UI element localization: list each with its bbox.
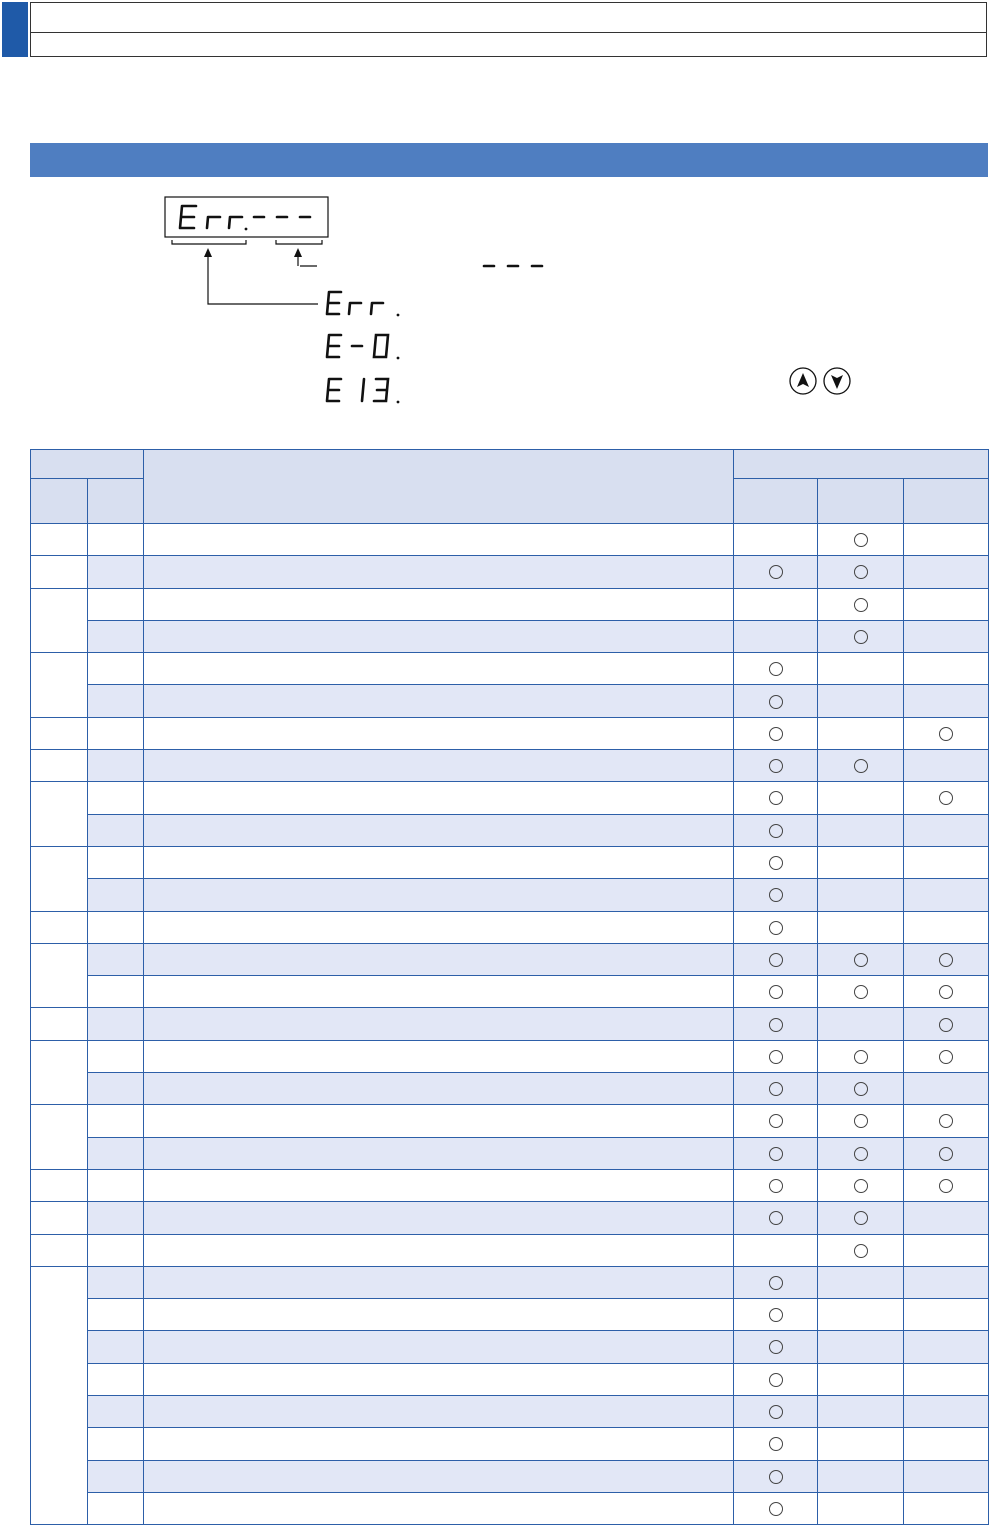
attribute-cell-1 [734,1396,818,1428]
table-row [31,524,989,556]
attribute-cell-3 [904,1396,989,1428]
circle-mark-icon [939,1147,953,1161]
attribute-cell-3 [904,1460,989,1492]
attribute-cell-1 [734,1266,818,1298]
circle-mark-icon [854,985,868,999]
table-row [31,1202,989,1234]
code-err [327,292,399,316]
attribute-cell-3 [904,556,989,588]
circle-mark-icon [769,1082,783,1096]
header-description [144,450,734,524]
attribute-cell-1 [734,1137,818,1169]
attribute-cell-2 [818,846,904,878]
table-row [31,1331,989,1363]
table-row [31,685,989,717]
circle-mark-icon [854,533,868,547]
circle-mark-icon [939,727,953,741]
code-e-0 [327,335,399,359]
attribute-cell-3 [904,1299,989,1331]
description-cell [144,846,734,878]
attribute-cell-1 [734,1105,818,1137]
error-display-diagram [150,190,580,410]
circle-mark-icon [854,565,868,579]
sub-code-cell [88,1363,144,1395]
seven-segment-diagram [150,190,580,410]
circle-mark-icon [854,1050,868,1064]
attribute-cell-1 [734,814,818,846]
err-arrow-line [208,252,318,304]
table-row [31,1428,989,1460]
circle-mark-icon [769,727,783,741]
attribute-cell-3 [904,1202,989,1234]
attribute-cell-3 [904,1137,989,1169]
attribute-cell-1 [734,685,818,717]
description-cell [144,814,734,846]
circle-mark-icon [769,1437,783,1451]
attribute-cell-1 [734,556,818,588]
description-cell [144,1137,734,1169]
sub-code-cell [88,879,144,911]
description-cell [144,685,734,717]
attribute-cell-2 [818,1234,904,1266]
circle-mark-icon [854,1211,868,1225]
table-row [31,620,989,652]
sub-code-cell [88,782,144,814]
sub-code-cell [88,1428,144,1460]
attribute-cell-3 [904,879,989,911]
circle-mark-icon [769,1018,783,1032]
page-header [30,2,987,57]
attribute-cell-3 [904,1073,989,1105]
circle-mark-icon [769,565,783,579]
attribute-cell-1 [734,911,818,943]
attribute-cell-1 [734,1331,818,1363]
attribute-cell-3 [904,814,989,846]
table-row [31,1396,989,1428]
attribute-cell-2 [818,717,904,749]
circle-mark-icon [769,1050,783,1064]
section-title-bar [30,143,988,177]
attribute-cell-3 [904,976,989,1008]
description-cell [144,911,734,943]
attribute-cell-3 [904,685,989,717]
attribute-cell-3 [904,588,989,620]
attribute-cell-3 [904,1169,989,1201]
attribute-cell-3 [904,1492,989,1524]
main-code-cell [31,782,88,847]
attribute-cell-2 [818,1202,904,1234]
attribute-cell-3 [904,524,989,556]
error-code-table-body [31,524,989,1525]
circle-mark-icon [854,1082,868,1096]
circle-mark-icon [769,791,783,805]
description-cell [144,620,734,652]
sub-code-cell [88,653,144,685]
table-row [31,653,989,685]
table-row [31,588,989,620]
attribute-cell-2 [818,1396,904,1428]
attribute-cell-2 [818,1040,904,1072]
attribute-cell-2 [818,943,904,975]
attribute-cell-2 [818,1428,904,1460]
bracket-err [172,240,246,244]
sub-code-cell [88,685,144,717]
table-row [31,750,989,782]
main-code-cell [31,750,88,782]
attribute-cell-2 [818,1169,904,1201]
sub-code-cell [88,1460,144,1492]
table-row [31,556,989,588]
description-cell [144,1396,734,1428]
circle-mark-icon [854,598,868,612]
sub-code-cell [88,620,144,652]
sub-code-cell [88,1137,144,1169]
header-sub [88,479,144,524]
attribute-cell-1 [734,1492,818,1524]
circle-mark-icon [939,1018,953,1032]
description-cell [144,1331,734,1363]
attribute-cell-1 [734,750,818,782]
circle-mark-icon [854,1114,868,1128]
sub-code-cell [88,976,144,1008]
up-arrow-button-icon [790,368,816,394]
table-row [31,782,989,814]
header-attributes-group [734,450,989,479]
circle-mark-icon [769,1179,783,1193]
circle-mark-icon [854,630,868,644]
table-row [31,1008,989,1040]
circle-mark-icon [769,1276,783,1290]
circle-mark-icon [854,759,868,773]
circle-mark-icon [939,953,953,967]
sub-code-cell [88,1040,144,1072]
attribute-cell-2 [818,814,904,846]
table-row [31,1266,989,1298]
sub-code-cell [88,846,144,878]
circle-mark-icon [939,985,953,999]
attribute-cell-2 [818,1299,904,1331]
attribute-cell-1 [734,782,818,814]
description-cell [144,588,734,620]
sub-code-cell [88,717,144,749]
description-cell [144,556,734,588]
circle-mark-icon [854,1147,868,1161]
sub-code-cell [88,750,144,782]
description-cell [144,1363,734,1395]
sub-code-cell [88,1105,144,1137]
description-cell [144,782,734,814]
sub-code-cell [88,911,144,943]
attribute-cell-2 [818,1460,904,1492]
circle-mark-icon [939,1050,953,1064]
description-cell [144,1492,734,1524]
attribute-cell-3 [904,1428,989,1460]
attribute-cell-2 [818,750,904,782]
attribute-cell-2 [818,976,904,1008]
attribute-cell-3 [904,943,989,975]
description-cell [144,1008,734,1040]
attribute-cell-1 [734,620,818,652]
attribute-cell-2 [818,1105,904,1137]
circle-mark-icon [769,856,783,870]
description-cell [144,524,734,556]
table-row [31,814,989,846]
table-row [31,1105,989,1137]
header-accent-tab [2,2,28,57]
table-row [31,879,989,911]
main-code-cell [31,524,88,556]
table-row [31,1040,989,1072]
description-cell [144,1105,734,1137]
down-arrow-button-icon [824,368,850,394]
circle-mark-icon [769,953,783,967]
table-row [31,1460,989,1492]
attribute-cell-2 [818,911,904,943]
table-row [31,1137,989,1169]
attribute-cell-2 [818,879,904,911]
description-cell [144,1460,734,1492]
sub-code-cell [88,524,144,556]
circle-mark-icon [854,1179,868,1193]
main-code-cell [31,1105,88,1170]
table-row [31,717,989,749]
circle-mark-icon [769,1340,783,1354]
attribute-cell-2 [818,556,904,588]
up-down-buttons [789,366,859,396]
description-cell [144,717,734,749]
attribute-cell-3 [904,750,989,782]
attribute-cell-2 [818,524,904,556]
main-code-cell [31,1202,88,1234]
attribute-cell-2 [818,1137,904,1169]
attribute-cell-3 [904,653,989,685]
circle-mark-icon [939,791,953,805]
attribute-cell-1 [734,524,818,556]
header-attr3 [904,479,989,524]
error-code-table [30,449,989,1525]
main-code-cell [31,556,88,588]
main-code-cell [31,846,88,911]
description-cell [144,653,734,685]
circle-mark-icon [939,1114,953,1128]
attribute-cell-2 [818,1008,904,1040]
description-cell [144,879,734,911]
circle-mark-icon [769,662,783,676]
attribute-cell-1 [734,1073,818,1105]
circle-mark-icon [769,1405,783,1419]
circle-mark-icon [769,1147,783,1161]
attribute-cell-2 [818,1363,904,1395]
sub-code-cell [88,1008,144,1040]
bracket-code [276,240,322,244]
sub-code-cell [88,814,144,846]
attribute-cell-2 [818,1073,904,1105]
attribute-cell-1 [734,1428,818,1460]
circle-mark-icon [769,1470,783,1484]
sub-code-cell [88,1202,144,1234]
main-code-cell [31,1266,88,1524]
attribute-cell-3 [904,782,989,814]
sub-code-cell [88,588,144,620]
circle-mark-icon [769,1211,783,1225]
sub-code-cell [88,1396,144,1428]
main-code-cell [31,1234,88,1266]
attribute-cell-3 [904,1105,989,1137]
header-main [31,479,88,524]
table-row [31,1073,989,1105]
attribute-cell-2 [818,1266,904,1298]
attribute-cell-1 [734,943,818,975]
table-row [31,976,989,1008]
table-row [31,1492,989,1524]
main-code-cell [31,911,88,943]
header-divider [31,32,986,33]
sub-code-cell [88,1169,144,1201]
circle-mark-icon [769,1502,783,1516]
description-cell [144,943,734,975]
description-cell [144,1234,734,1266]
description-cell [144,1169,734,1201]
main-code-cell [31,588,88,653]
attribute-cell-1 [734,588,818,620]
attribute-cell-3 [904,1040,989,1072]
attribute-cell-1 [734,717,818,749]
code-arrow-head [294,248,302,257]
description-cell [144,976,734,1008]
main-code-cell [31,653,88,718]
main-code-cell [31,717,88,749]
main-code-cell [31,943,88,1008]
sub-code-cell [88,556,144,588]
description-cell [144,1299,734,1331]
header-attr1 [734,479,818,524]
attribute-cell-1 [734,1299,818,1331]
attribute-cell-1 [734,976,818,1008]
description-cell [144,1428,734,1460]
header-attr2 [818,479,904,524]
attribute-cell-1 [734,1202,818,1234]
table-row [31,846,989,878]
attribute-cell-2 [818,1331,904,1363]
circle-mark-icon [854,953,868,967]
main-code-cell [31,1169,88,1201]
table-row [31,1234,989,1266]
attribute-cell-1 [734,846,818,878]
attribute-cell-1 [734,1169,818,1201]
attribute-cell-1 [734,1008,818,1040]
description-cell [144,1040,734,1072]
attribute-cell-3 [904,1363,989,1395]
circle-mark-icon [769,759,783,773]
attribute-cell-1 [734,1363,818,1395]
circle-mark-icon [769,985,783,999]
attribute-cell-3 [904,620,989,652]
circle-mark-icon [769,1308,783,1322]
err-arrow-head [204,248,212,257]
attribute-cell-1 [734,1040,818,1072]
description-cell [144,750,734,782]
sub-code-cell [88,1073,144,1105]
attribute-cell-1 [734,879,818,911]
description-cell [144,1202,734,1234]
attribute-cell-3 [904,1331,989,1363]
attribute-cell-2 [818,653,904,685]
circle-mark-icon [769,1114,783,1128]
attribute-cell-1 [734,653,818,685]
table-row [31,911,989,943]
attribute-cell-1 [734,1234,818,1266]
header-code-group [31,450,144,479]
sub-code-cell [88,1266,144,1298]
circle-mark-icon [854,1244,868,1258]
attribute-cell-1 [734,1460,818,1492]
attribute-cell-2 [818,588,904,620]
attribute-cell-3 [904,1008,989,1040]
description-cell [144,1266,734,1298]
attribute-cell-3 [904,717,989,749]
table-row [31,1169,989,1201]
attribute-cell-2 [818,782,904,814]
sub-code-cell [88,943,144,975]
table-row [31,1299,989,1331]
sub-code-cell [88,1234,144,1266]
attribute-cell-3 [904,846,989,878]
circle-mark-icon [769,1373,783,1387]
attribute-cell-3 [904,1234,989,1266]
sub-code-cell [88,1331,144,1363]
circle-mark-icon [769,824,783,838]
sub-code-cell [88,1299,144,1331]
table-row [31,1363,989,1395]
circle-mark-icon [769,695,783,709]
main-code-cell [31,1008,88,1040]
sub-code-cell [88,1492,144,1524]
description-cell [144,1073,734,1105]
code-e13 [327,379,399,403]
main-code-cell [31,1040,88,1105]
table-row [31,943,989,975]
attribute-cell-3 [904,911,989,943]
circle-mark-icon [769,921,783,935]
attribute-cell-2 [818,1492,904,1524]
circle-mark-icon [939,1179,953,1193]
circle-mark-icon [769,888,783,902]
attribute-cell-2 [818,620,904,652]
attribute-cell-3 [904,1266,989,1298]
attribute-cell-2 [818,685,904,717]
